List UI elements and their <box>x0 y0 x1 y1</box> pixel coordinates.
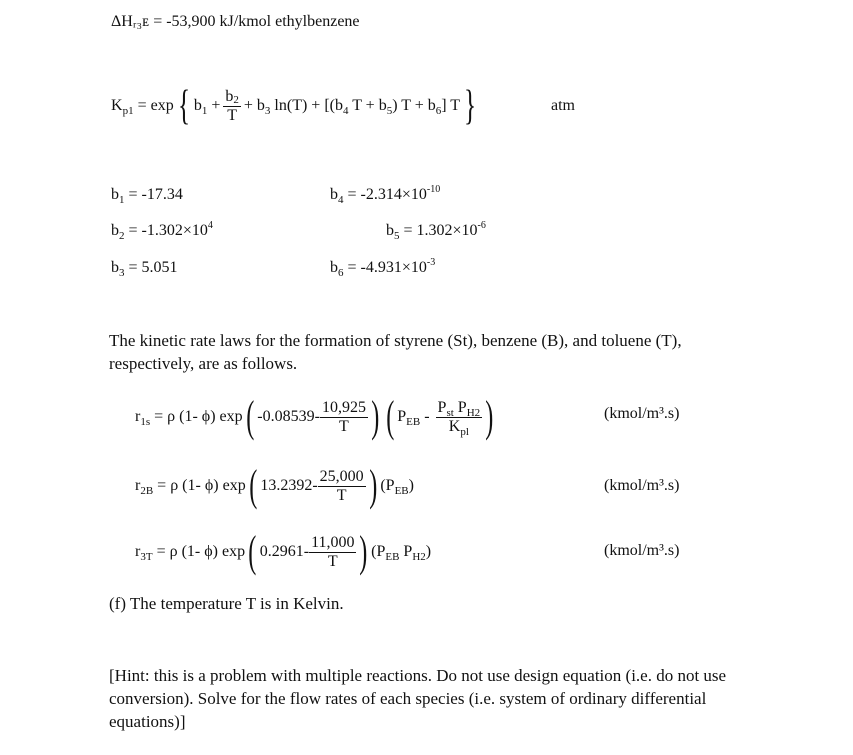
rate-2-fraction: $\frac{25,000}{T}$ <box>319 467 364 504</box>
intro-line-1: The kinetic rate laws for the formation of styrene (St), benzene (B), and toluene (T), <box>109 331 682 350</box>
constant-b5: $b_5 = 1.302\times 10^{-6}$ <box>386 220 486 242</box>
constant-b1: $b_1 = -17.34$ <box>111 186 183 206</box>
heat-of-reaction-text: ΔHᵣ₃ᴇ = -53,900 kJ/kmol ethylbenzene <box>111 13 360 30</box>
constant-b3: $b_3 = 5.051$ <box>111 259 178 279</box>
kp-unit: atm <box>551 97 575 114</box>
rate-1-unit: (kmol/m³.s) <box>604 405 680 422</box>
constant-b2: $b_2 = -1.302\times 10^4$ <box>111 220 213 242</box>
kp-equation <box>111 84 480 128</box>
constant-b4: $b_4 = -2.314\times 10^{-10}$ <box>330 184 441 206</box>
hint-line-2: conversion). Solve for the flow rates of each species (i.e. system of ordinary differential <box>109 689 707 708</box>
rate-3-unit: (kmol/m³.s) <box>604 542 680 559</box>
rate-3-fraction: $\frac{11,000}{T}$ <box>311 533 355 570</box>
hint-paragraph <box>109 664 726 733</box>
kp-b1: $b_1$ + <box>193 97 221 117</box>
heat-of-reaction <box>111 13 360 31</box>
rate-law-benzene: $r_{2B}$ = ρ (1- ϕ) exp ( 13.2392- $\frac{25,000}{T}$ ) $(P_{EB})$ <box>135 461 414 510</box>
right-brace: } <box>464 83 477 129</box>
kp-b2-fraction: $\frac{b2}{T}$ <box>225 87 239 124</box>
kp-rest: + $b_3$ $\ln(T) + [(b_4$ $T + b_5$) $T + b_6$] T <box>243 97 461 117</box>
rate-law-styrene: $r_{1s}$ = ρ (1- ϕ) exp ( -0.08539- $\frac{10,925}{T}$ ) ( $P_{EB}$ - $\frac{P_{st} P_{H2}}{K_{pl}}$ ) <box>135 392 494 441</box>
rate-law-toluene: $r_{3T}$ = ρ (1- ϕ) exp ( 0.2961- $\frac{11,000}{T}$ ) ($P_{EB}$ $P_{H2}$) <box>135 527 432 576</box>
left-brace: { <box>177 83 190 129</box>
kp-lhs: $K_{p1}$ <box>111 97 134 117</box>
hint-line-1: [Hint: this is a problem with multiple reactions. Do not use design equation (i.e. do not use <box>109 666 727 685</box>
hint-line-3: equations)] <box>109 712 186 731</box>
pressure-fraction: $\frac{P_{st} P_{H2}}{K_{pl}}$ <box>437 398 481 438</box>
rate-2-unit: (kmol/m³.s) <box>604 477 680 494</box>
intro-line-2: respectively, are as follows. <box>109 354 298 373</box>
intro-paragraph <box>109 329 682 375</box>
temperature-note: (f) The temperature T is in Kelvin. <box>109 594 344 613</box>
kp-exp: = exp <box>137 97 174 114</box>
constant-b6: $b_6 = -4.931\times 10^{-3}$ <box>330 257 436 279</box>
rate-1-fraction: $\frac{10,925}{T}$ <box>321 398 366 435</box>
